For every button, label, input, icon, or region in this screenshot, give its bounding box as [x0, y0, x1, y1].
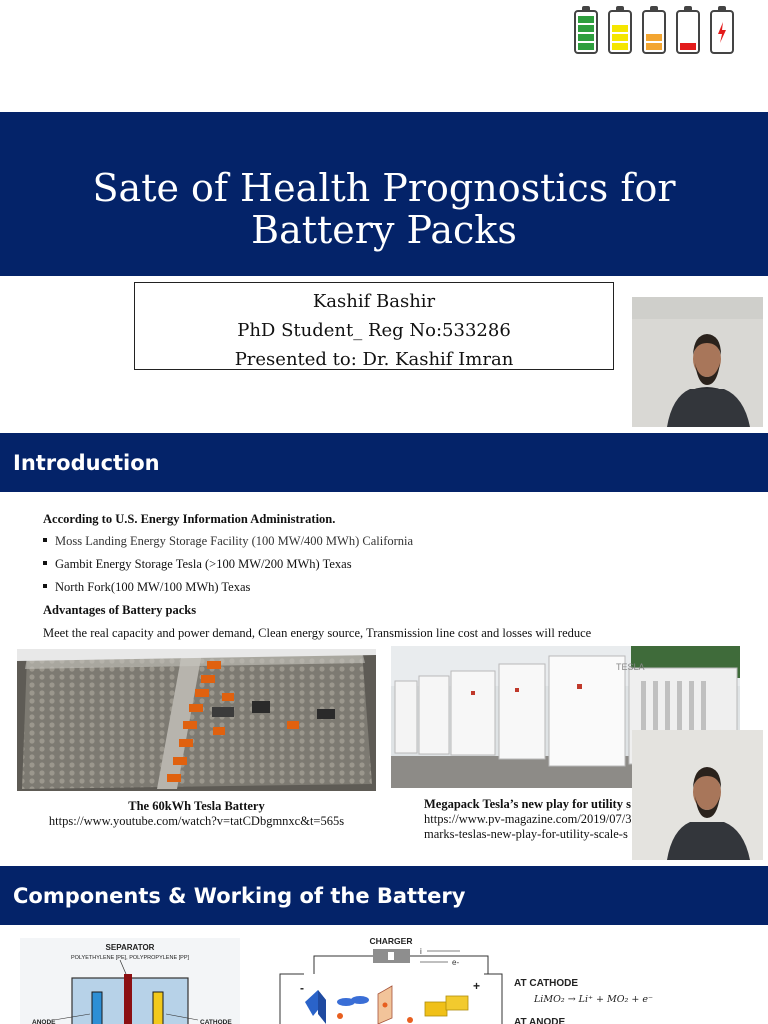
source-label: According to U.S. Energy Information Administration. [43, 512, 336, 526]
components-heading: Components & Working of the Battery [13, 884, 466, 908]
author-name: Kashif Bashir [312, 291, 436, 312]
at-anode-label: AT ANODE [514, 1017, 566, 1024]
title-line-2: Battery Packs [251, 208, 517, 252]
battery-charging-icon [710, 10, 734, 54]
title-line-1: Sate of Health Prognostics for [92, 166, 676, 210]
image2-caption-url-2: marks-teslas-new-play-for-utility-scale-s [424, 827, 628, 841]
bullet-item: Moss Landing Energy Storage Facility (100 MW/400 MWh) California [43, 534, 413, 549]
charger-label: CHARGER [369, 936, 413, 946]
advantages-text: Meet the real capacity and power demand, Clean energy source, Transmission line cost and losses will reduce [43, 626, 592, 640]
electron-label: e- [452, 958, 460, 967]
presenter-photo-overlay [632, 730, 763, 860]
author-box [134, 282, 614, 370]
presentation-title [0, 112, 768, 251]
separator-diagram [20, 938, 240, 1024]
cathode-label: CATHODE [200, 1019, 232, 1024]
battery-low-icon [676, 10, 700, 54]
separator-material-label: POLYETHYLENE [PE], POLYPROPYLENE [PP] [70, 955, 190, 961]
image1-caption [17, 799, 376, 829]
charging-diagram [270, 930, 690, 1024]
image2-caption-url-1: https://www.pv-magazine.com/2019/07/3 [424, 812, 632, 826]
image1-caption-title: The 60kWh Tesla Battery [128, 799, 265, 813]
plus-terminal-label: + [473, 979, 481, 993]
bullet-square-icon [43, 584, 47, 588]
bullet-square-icon [43, 538, 47, 542]
bullet-item: Gambit Energy Storage Tesla (>100 MW/200 MWh) Texas [43, 557, 352, 572]
advantages-label: Advantages of Battery packs [43, 603, 197, 617]
minus-terminal-label: - [300, 981, 304, 995]
cathode-equation: LiMO₂ → Li⁺ + MO₂ + e⁻ [534, 994, 653, 1005]
author-role: PhD Student_ Reg No:533286 [237, 320, 511, 341]
tesla-mark: TESLA [616, 662, 645, 672]
image2-caption [424, 797, 644, 842]
title-band [0, 112, 768, 276]
battery-high-icon [608, 10, 632, 54]
introduction-band [0, 433, 768, 492]
separator-label: SEPARATOR [105, 943, 155, 952]
introduction-heading: Introduction [13, 451, 160, 475]
bullet-square-icon [43, 561, 47, 565]
presented-to: Presented to: Dr. Kashif Imran [234, 349, 514, 370]
image1-caption-url: https://www.youtube.com/watch?v=tatCDbgmnxc&t=565s [48, 814, 345, 828]
plug-icon [388, 952, 394, 960]
bullet-item: North Fork(100 MW/100 MWh) Texas [43, 580, 250, 595]
image2-caption-title: Megapack Tesla’s new play for utility s [424, 797, 631, 811]
at-cathode-label: AT CATHODE [514, 978, 579, 989]
components-band [0, 866, 768, 925]
anode-label: ANODE [32, 1019, 56, 1024]
current-label: i [420, 947, 422, 956]
lightning-icon [712, 12, 732, 52]
presenter-photo [632, 297, 763, 427]
tesla-battery-pack-image [17, 649, 376, 791]
battery-half-icon [642, 10, 666, 54]
battery-full-icon [574, 10, 598, 54]
